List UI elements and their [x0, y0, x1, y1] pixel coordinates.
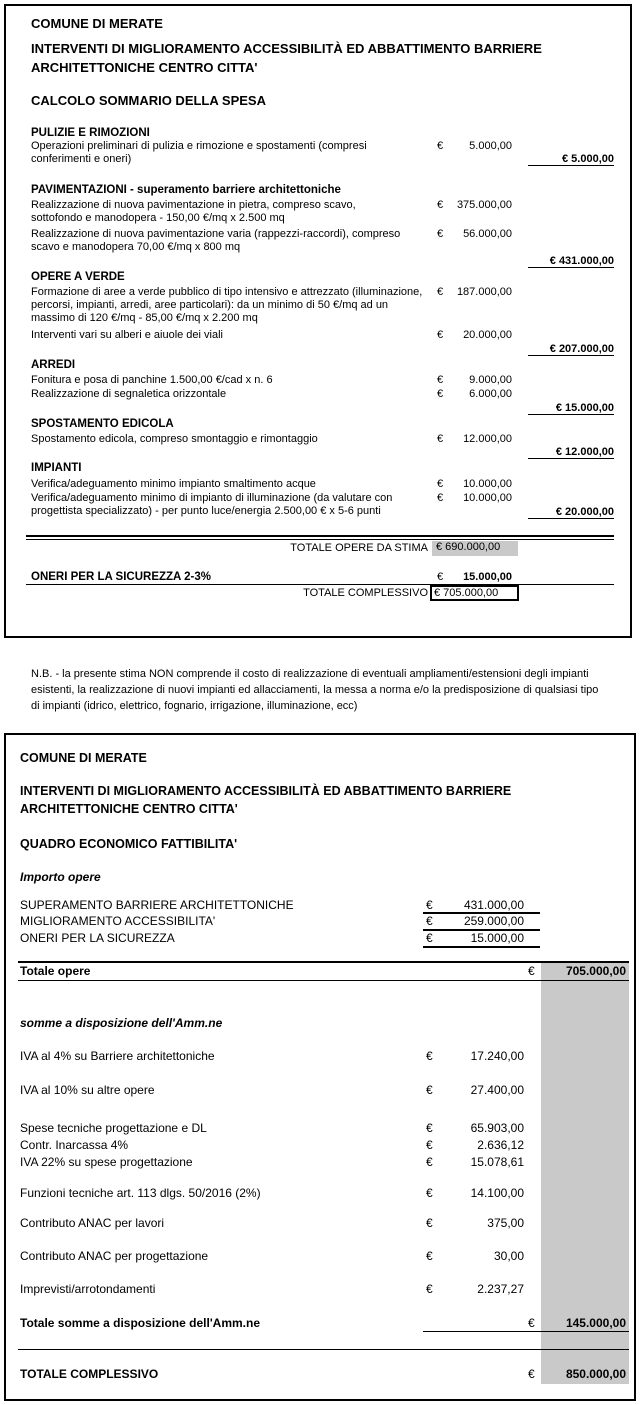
- somma-label: IVA 22% su spese progettazione: [20, 1155, 193, 1169]
- item-amount: 5.000,00: [469, 140, 512, 152]
- section-subtotal: € 20.000,00: [528, 506, 614, 519]
- euro-sign: €: [426, 898, 433, 912]
- euro-sign: €: [426, 1138, 433, 1152]
- euro-sign: €: [426, 1216, 433, 1230]
- item-amount: 20.000,00: [463, 329, 512, 341]
- euro-sign: €: [437, 329, 444, 341]
- somma-label: Imprevisti/arrotondamenti: [20, 1282, 156, 1296]
- comune-heading: COMUNE DI MERATE: [31, 16, 163, 31]
- euro-sign: €: [437, 571, 444, 583]
- somma-amount: 2.237,27: [477, 1282, 524, 1296]
- euro-sign: €: [437, 199, 444, 211]
- euro-sign: €: [426, 1121, 433, 1135]
- totale-stima-label: TOTALE OPERE DA STIMA: [290, 542, 428, 554]
- somma-label: Contr. Inarcassa 4%: [20, 1138, 129, 1152]
- calcolo-title: CALCOLO SOMMARIO DELLA SPESA: [31, 93, 266, 108]
- euro-sign: €: [426, 914, 433, 928]
- euro-sign: €: [437, 388, 444, 400]
- section-subtotal: € 12.000,00: [528, 446, 614, 459]
- totale-somme-label: Totale somme a disposizione dell'Amm.ne: [20, 1316, 261, 1330]
- section-subtotal: € 431.000,00: [528, 255, 614, 268]
- section-title: ARREDI: [31, 359, 76, 371]
- item-description: Realizzazione di segnaletica orizzontale: [31, 388, 227, 400]
- totale-opere-label: Totale opere: [20, 964, 91, 978]
- euro-sign: €: [437, 478, 444, 490]
- somma-amount: 15.078,61: [470, 1155, 524, 1169]
- somma-amount: 375,00: [487, 1216, 524, 1230]
- opera-amount: 15.000,00: [470, 931, 524, 945]
- somma-amount: 65.903,00: [470, 1121, 524, 1135]
- euro-sign: €: [426, 1186, 433, 1200]
- item-amount: 10.000,00: [463, 492, 512, 504]
- item-amount: 187.000,00: [456, 286, 512, 298]
- euro-sign: €: [426, 1083, 433, 1097]
- euro-sign: €: [528, 1316, 535, 1330]
- somma-label: Contributo ANAC per progettazione: [20, 1249, 209, 1263]
- item-description: Spostamento edicola, compreso smontaggio e rimontaggio: [31, 433, 318, 445]
- divider: [18, 980, 629, 981]
- section-subtotal: € 5.000,00: [528, 153, 614, 166]
- item-amount: 12.000,00: [463, 433, 512, 445]
- section-title: SPOSTAMENTO EDICOLA: [31, 418, 174, 430]
- section-subtotal: € 15.000,00: [528, 402, 614, 415]
- item-amount: 375.000,00: [456, 199, 512, 211]
- euro-sign: €: [426, 1249, 433, 1263]
- euro-sign: €: [426, 1155, 433, 1169]
- section-title: PULIZIE E RIMOZIONI: [31, 127, 150, 139]
- section-title: PAVIMENTAZIONI - superamento barriere architettoniche: [31, 184, 341, 196]
- importo-opere-label: Importo opere: [20, 870, 101, 884]
- somma-label: IVA al 10% su altre opere: [20, 1083, 155, 1097]
- divider: [18, 1349, 629, 1350]
- somma-amount: 14.100,00: [470, 1186, 524, 1200]
- project-title-line1: INTERVENTI DI MIGLIORAMENTO ACCESSIBILITÀ ED ABBATTIMENTO BARRIERE: [20, 784, 512, 798]
- euro-sign: €: [437, 492, 444, 504]
- project-title-line2: ARCHITETTONICHE CENTRO CITTA': [31, 60, 258, 75]
- somma-amount: 17.240,00: [470, 1049, 524, 1063]
- euro-sign: €: [426, 1282, 433, 1296]
- item-description: Verifica/adeguamento minimo impianto smaltimento acque: [31, 478, 316, 490]
- opera-amount: 259.000,00: [463, 914, 524, 928]
- opera-label: MIGLIORAMENTO ACCESSIBILITA': [20, 914, 216, 928]
- totale-complessivo-label: TOTALE COMPLESSIVO: [20, 1367, 159, 1381]
- section-title: OPERE A VERDE: [31, 271, 125, 283]
- oneri-sicurezza-label: ONERI PER LA SICUREZZA 2-3%: [31, 571, 211, 583]
- euro-sign: €: [426, 1049, 433, 1063]
- item-amount: 10.000,00: [463, 478, 512, 490]
- item-description: Fonitura e posa di panchine 1.500,00 €/cad x n. 6: [31, 374, 273, 386]
- euro-sign: €: [437, 286, 444, 298]
- somma-label: Contributo ANAC per lavori: [20, 1216, 165, 1230]
- totale-complessivo-value: 850.000,00: [565, 1367, 626, 1381]
- oneri-sicurezza-value: 15.000,00: [463, 571, 512, 583]
- euro-sign: €: [437, 433, 444, 445]
- comune-heading: COMUNE DI MERATE: [20, 751, 147, 765]
- divider: [26, 584, 614, 585]
- item-description: Operazioni preliminari di pulizia e rimozione e spostamenti (compresi conferimenti e oneri): [31, 140, 367, 165]
- item-amount: 6.000,00: [469, 388, 512, 400]
- somma-amount: 27.400,00: [470, 1083, 524, 1097]
- item-description: Formazione di aree a verde pubblico di tipo intensivo e attrezzato (illuminazione, percorsi, impianti, arredi, aree particolari): da un minimo di 50 €/mq ad un massimo di 120 €/mq - 85,00 €/mq x 2.200 mq: [31, 286, 423, 324]
- somme-disposizione-label: somme a disposizione dell'Amm.ne: [20, 1016, 223, 1030]
- divider: [423, 946, 540, 948]
- note-paragraph: N.B. - la presente stima NON comprende il costo di realizzazione di eventuali ampliamenti/estensioni degli impianti esistenti, la realizzazione di nuovi impianti ed allacciamenti, la messa a norma e/o la predisposizione di qualsiasi tipo di impianti (idrico, elettrico, fognario, irrigazione, illuminazione, ecc): [31, 668, 599, 712]
- item-description: Verifica/adeguamento minimo di impianto di illuminazione (da valutare con progettista specializzato) - per punto luce/energia 2.500,00 € x 5-6 punti: [31, 492, 393, 517]
- item-description: Interventi vari su alberi e aiuole dei viali: [31, 329, 223, 341]
- euro-sign: €: [426, 931, 433, 945]
- euro-sign: €: [437, 228, 444, 240]
- section-subtotal: € 207.000,00: [528, 343, 614, 356]
- totale-somme-value: 145.000,00: [565, 1316, 626, 1330]
- divider: [423, 1331, 629, 1332]
- totale-stima-value: € 690.000,00: [432, 541, 518, 556]
- section-title: IMPIANTI: [31, 462, 82, 474]
- somma-amount: 30,00: [493, 1249, 524, 1263]
- quadro-title: QUADRO ECONOMICO FATTIBILITA': [20, 837, 238, 851]
- totale-complessivo-label: TOTALE COMPLESSIVO: [303, 587, 428, 599]
- item-description: Realizzazione di nuova pavimentazione in pietra, compreso scavo, sottofondo e manodopera - 150,00 €/mq x 2.500 mq: [31, 199, 356, 224]
- divider: [18, 961, 629, 963]
- euro-sign: €: [437, 140, 444, 152]
- somma-label: Funzioni tecniche art. 113 dlgs. 50/2016 (2%): [20, 1186, 261, 1200]
- somma-amount: 2.636,12: [477, 1138, 524, 1152]
- item-amount: 9.000,00: [469, 374, 512, 386]
- divider: [26, 539, 614, 540]
- euro-sign: €: [528, 964, 535, 978]
- totale-complessivo-value: € 705.000,00: [430, 585, 519, 601]
- euro-sign: €: [528, 1367, 535, 1381]
- totale-opere-value: 705.000,00: [565, 964, 626, 978]
- opera-amount: 431.000,00: [463, 898, 524, 912]
- opera-label: ONERI PER LA SICUREZZA: [20, 931, 175, 945]
- euro-sign: €: [437, 374, 444, 386]
- somma-label: IVA al 4% su Barriere architettoniche: [20, 1049, 215, 1063]
- divider: [26, 535, 614, 537]
- item-amount: 56.000,00: [463, 228, 512, 240]
- opera-label: SUPERAMENTO BARRIERE ARCHITETTONICHE: [20, 898, 294, 912]
- item-description: Realizzazione di nuova pavimentazione varia (rappezzi-raccordi), compreso scavo e manodopera 70,00 €/mq x 800 mq: [31, 228, 401, 253]
- project-title-line2: ARCHITETTONICHE CENTRO CITTA': [20, 802, 238, 816]
- project-title-line1: INTERVENTI DI MIGLIORAMENTO ACCESSIBILITÀ ED ABBATTIMENTO BARRIERE: [31, 41, 542, 56]
- somma-label: Spese tecniche progettazione e DL: [20, 1121, 207, 1135]
